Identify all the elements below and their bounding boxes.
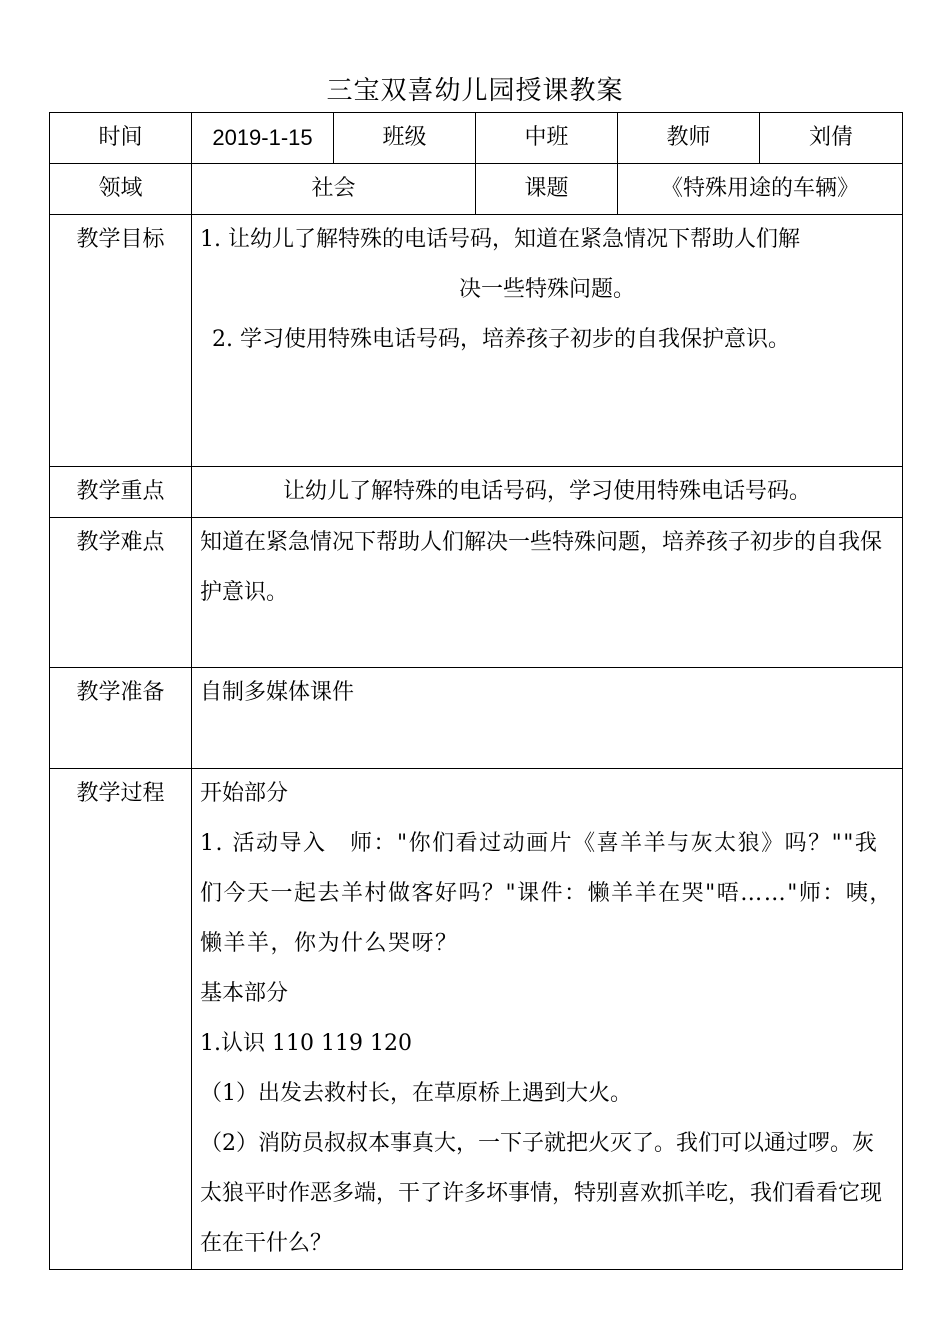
row-basic-info [50,113,903,164]
class-label: 班级 [334,113,476,164]
topic-value: 《特殊用途的车辆》 [618,164,903,215]
domain-label: 领域 [50,164,192,215]
goal-1-continued: 决一些特殊问题。 [458,277,635,302]
difficulty-label: 教学难点 [50,518,192,668]
process-section-start: 开始部分 [200,781,289,806]
domain-value: 社会 [192,164,476,215]
row-preparation [50,668,903,769]
row-process [50,769,903,1270]
process-step-1: 1.认识 110 119 120 [200,1031,412,1056]
process-step-1-2: （2）消防员叔叔本事真大，一下子就把火灭了。我们可以通过啰。灰太狼平时作恶多端，干了许多坏事情，特别喜欢抓羊吃，我们看看它现在在干什么？ [200,1131,883,1256]
time-value: 2019-1-15 [192,113,334,164]
focus-text: 让幼儿了解特殊的电话号码，学习使用特殊电话号码。 [192,467,903,518]
row-focus [50,467,903,518]
process-activity-intro: 1. 活动导入 师："你们看过动画片《喜羊羊与灰太狼》吗？""我们今天一起去羊村做客好吗？"课件：懒羊羊在哭"唔……"师：咦，懒羊羊，你为什么哭呀？ [200,831,893,956]
goals-label: 教学目标 [50,215,192,467]
process-step-1-1: （1）出发去救村长，在草原桥上遇到大火。 [200,1081,632,1106]
focus-label: 教学重点 [50,467,192,518]
teacher-value: 刘倩 [760,113,903,164]
process-label: 教学过程 [50,769,192,1270]
document-title: 三宝双喜幼儿园授课教案 [326,76,624,106]
goal-1: 1. 让幼儿了解特殊的电话号码，知道在紧急情况下帮助人们解 [200,227,800,252]
row-difficulty [50,518,903,668]
goals-content [192,215,903,467]
row-goals [50,215,903,467]
preparation-text: 自制多媒体课件 [192,668,903,769]
preparation-label: 教学准备 [50,668,192,769]
process-content [192,769,903,1270]
time-label: 时间 [50,113,192,164]
row-domain-topic [50,164,903,215]
lesson-plan-table [49,112,903,1270]
difficulty-text: 知道在紧急情况下帮助人们解决一些特殊问题，培养孩子初步的自我保护意识。 [192,518,903,668]
teacher-label: 教师 [618,113,760,164]
process-section-basic: 基本部分 [200,981,289,1006]
topic-label: 课题 [476,164,618,215]
class-value: 中班 [476,113,618,164]
goal-2: 2. 学习使用特殊电话号码，培养孩子初步的自我保护意识。 [212,327,790,352]
